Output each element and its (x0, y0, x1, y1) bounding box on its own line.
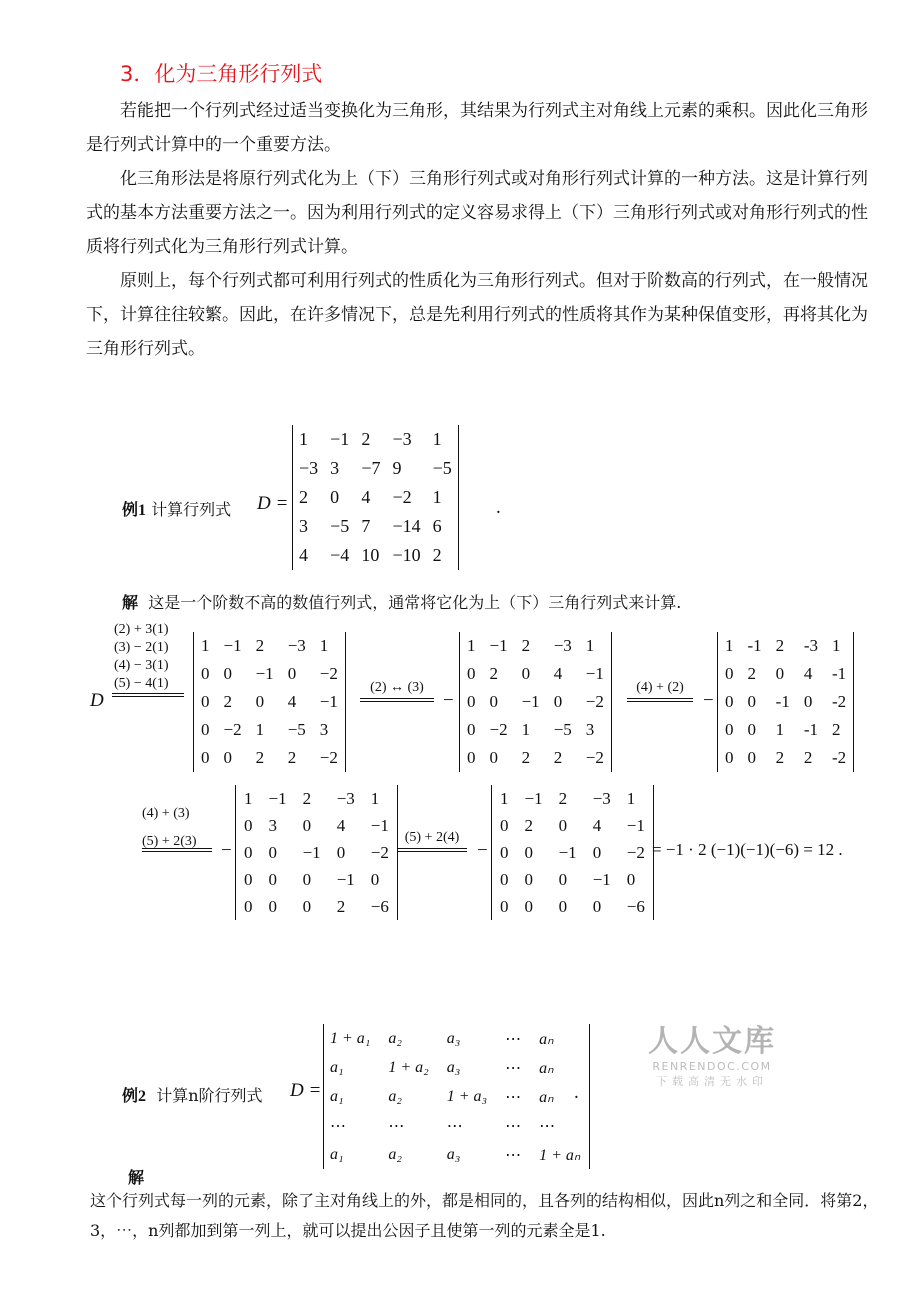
matrix-cell: a₂ (388, 1145, 402, 1163)
matrix-cell: 2 (775, 748, 785, 767)
watermark-domain: RENRENDOC.COM (652, 1060, 772, 1073)
matrix-cell: 4 (803, 664, 813, 683)
matrix-row (194, 716, 345, 744)
matrix-cell: 4 (336, 815, 346, 835)
paragraph-2: 化三角形法是将原行列式化为上（下）三角形行列式或对角形行列式计算的一种方法。这是计算行列式的基本方法重要方法之一。因为利用行列式的定义容易求得上（下）三角形行列式或对角形行列式的性质将行列式化为三角形行列式计算。 (86, 169, 868, 257)
matrix-cell: 6 (432, 516, 442, 536)
matrix-cell: 0 (467, 720, 476, 739)
matrix-row (194, 660, 345, 688)
matrix-row (293, 541, 458, 570)
watermark-tagline: 下载高清无水印 (656, 1075, 768, 1088)
ops-group-1: (2) + 3(1) (3) − 2(1) (4) − 3(1) (5) − 4(1) (114, 622, 169, 691)
ops-group-2: (4) + (3) (5) + 2(3) (142, 806, 197, 849)
matrix-cell: 0 (244, 869, 253, 889)
matrix-cell: ⋯ (505, 1088, 522, 1106)
matrix-cell: 1 (500, 788, 509, 808)
matrix-cell: 0 (558, 815, 568, 835)
matrix-cell: 0 (255, 692, 265, 711)
matrix-cell: ⋯ (505, 1030, 522, 1048)
matrix-step-5 (491, 785, 654, 920)
matrix-row (236, 893, 397, 920)
matrix-cell: −5 (287, 720, 306, 739)
matrix-cell: −6 (370, 896, 389, 916)
matrix-cell: a₁ (330, 1087, 344, 1105)
matrix-row (194, 632, 345, 660)
matrix-cell: −5 (330, 516, 350, 536)
matrix-cell: 0 (524, 896, 533, 916)
matrix-cell: a₁ (330, 1058, 344, 1076)
matrix-cell: 3 (585, 720, 595, 739)
matrix-row (460, 632, 611, 660)
matrix-cell: −2 (626, 842, 645, 862)
matrix-cell: −2 (489, 720, 508, 739)
matrix-cell: 0 (558, 896, 568, 916)
matrix-row (460, 688, 611, 716)
matrix-cell: 1 (244, 788, 253, 808)
matrix-cell: −7 (361, 458, 381, 478)
example2-determinant (323, 1024, 590, 1169)
matrix-cell: 4 (287, 692, 297, 711)
matrix-cell: 3 (299, 516, 308, 536)
matrix-cell: −1 (223, 636, 242, 655)
matrix-row (492, 839, 653, 866)
matrix-cell: ⋯ (505, 1117, 522, 1135)
matrix-step-1 (193, 632, 346, 772)
matrix-cell: −2 (319, 664, 338, 683)
matrix-cell: 2 (302, 788, 312, 808)
matrix-cell: 0 (268, 842, 277, 862)
matrix-cell: 4 (553, 664, 563, 683)
matrix-row (194, 688, 345, 716)
matrix-cell: −1 (585, 664, 604, 683)
matrix-cell: −2 (392, 487, 412, 507)
matrix-cell: −1 (268, 788, 287, 808)
matrix-cell: 2 (803, 748, 813, 767)
matrix-cell: −1 (330, 429, 350, 449)
matrix-cell: 0 (775, 664, 785, 683)
matrix-cell: 0 (201, 664, 210, 683)
matrix-row (293, 425, 458, 454)
matrix-cell: 1 (255, 720, 265, 739)
matrix-step-3 (717, 632, 854, 772)
minus-sign-2: − (703, 690, 714, 711)
matrix-cell: −1 (521, 692, 540, 711)
matrix-cell: 0 (244, 896, 253, 916)
matrix-cell: 1 (201, 636, 210, 655)
matrix-row (324, 1082, 589, 1111)
matrix-cell: 9 (392, 458, 402, 478)
matrix-cell: 0 (268, 869, 277, 889)
matrix-cell: 2 (287, 748, 297, 767)
matrix-cell: aₙ (539, 1059, 554, 1077)
matrix-cell: -1 (832, 664, 847, 683)
matrix-cell: -1 (775, 692, 790, 711)
matrix-cell: 2 (299, 487, 308, 507)
matrix-cell: a₃ (446, 1145, 461, 1163)
matrix-cell: 7 (361, 516, 371, 536)
matrix-cell: −3 (392, 429, 412, 449)
matrix-cell: −10 (392, 545, 421, 565)
matrix-cell: 0 (330, 487, 340, 507)
matrix-cell: −2 (585, 692, 604, 711)
matrix-row (324, 1053, 589, 1082)
matrix-cell: −5 (432, 458, 452, 478)
matrix-cell: 1 + aₙ (539, 1146, 581, 1164)
matrix-cell: 4 (592, 815, 602, 835)
matrix-cell: 1 + a₃ (446, 1087, 488, 1105)
matrix-cell: 2 (361, 429, 371, 449)
matrix-cell: 0 (268, 896, 277, 916)
matrix-cell: ⋯ (330, 1117, 346, 1135)
matrix-cell: 0 (747, 692, 756, 711)
matrix-cell: −3 (592, 788, 611, 808)
minus-sign-4: − (477, 840, 488, 861)
matrix-row (236, 785, 397, 812)
matrix-cell: 0 (336, 842, 346, 862)
matrix-row (236, 866, 397, 893)
matrix-cell: 0 (725, 664, 734, 683)
matrix-cell: -2 (832, 692, 847, 711)
matrix-cell: −3 (299, 458, 319, 478)
matrix-cell: 0 (489, 748, 498, 767)
equals-bar-1 (112, 691, 184, 697)
matrix-cell: 0 (201, 692, 210, 711)
matrix-cell: a₁ (330, 1145, 344, 1163)
matrix-cell: −3 (287, 636, 306, 655)
matrix-row (324, 1140, 589, 1169)
matrix-cell: 2 (747, 664, 756, 683)
matrix-cell: −6 (626, 896, 645, 916)
matrix-cell: 2 (524, 815, 533, 835)
matrix-cell: −1 (524, 788, 543, 808)
matrix-cell: 1 + a₁ (330, 1029, 371, 1047)
matrix-row (236, 812, 397, 839)
matrix-cell: 1 (432, 429, 442, 449)
matrix-cell: 0 (201, 748, 210, 767)
matrix-cell: 0 (592, 842, 602, 862)
matrix-cell: 0 (747, 720, 756, 739)
matrix-row (460, 744, 611, 772)
minus-sign-3: − (221, 840, 232, 861)
matrix-cell: −1 (319, 692, 338, 711)
matrix-cell: 2 (521, 748, 531, 767)
op-5-plus-2-4: (5) + 2(4) (397, 830, 467, 852)
matrix-cell: 1 (467, 636, 476, 655)
op-4-plus-2: (4) + (2) (627, 680, 693, 702)
matrix-cell: 0 (467, 692, 476, 711)
matrix-cell: 2 (832, 720, 841, 739)
example2-label: 例2 计算n阶行列式 (122, 1086, 263, 1105)
matrix-cell: 0 (302, 815, 312, 835)
matrix-cell: 0 (558, 869, 568, 889)
matrix-cell: a₂ (388, 1087, 402, 1105)
matrix-cell: 0 (244, 842, 253, 862)
matrix-cell: 2 (336, 896, 346, 916)
matrix-cell: 0 (201, 720, 210, 739)
matrix-cell: ⋯ (505, 1146, 522, 1164)
matrix-step-4 (235, 785, 398, 920)
matrix-cell: 4 (299, 545, 308, 565)
matrix-cell: 1 (521, 720, 531, 739)
matrix-cell: 1 (626, 788, 636, 808)
example1-solution: 解 这是一个阶数不高的数值行列式，通常将它化为上（下）三角行列式来计算. (122, 593, 682, 612)
matrix-row (324, 1111, 589, 1140)
matrix-cell: ⋯ (388, 1117, 405, 1135)
example1-end: . (496, 497, 501, 518)
matrix-cell: −1 (592, 869, 611, 889)
matrix-cell: 3 (319, 720, 329, 739)
op-swap-2-3: (2) ↔ (3) (360, 680, 434, 702)
matrix-cell: 2 (255, 636, 265, 655)
matrix-cell: −1 (336, 869, 355, 889)
matrix-cell: 2 (558, 788, 568, 808)
matrix-row (293, 454, 458, 483)
watermark (648, 1016, 776, 1089)
section-title: 3．化为三角形行列式 (120, 62, 323, 86)
matrix-cell: 3 (330, 458, 340, 478)
matrix-row (492, 785, 653, 812)
matrix-cell: 0 (500, 842, 509, 862)
d-symbol: D (90, 690, 104, 711)
matrix-row (236, 839, 397, 866)
matrix-cell: −2 (585, 748, 604, 767)
minus-sign-1: − (443, 690, 454, 711)
matrix-cell: 1 (432, 487, 442, 507)
matrix-cell: −2 (319, 748, 338, 767)
matrix-cell: a₃ (446, 1058, 461, 1076)
matrix-cell: 0 (524, 869, 533, 889)
matrix-row (718, 744, 853, 772)
matrix-cell: 4 (361, 487, 371, 507)
matrix-row (293, 483, 458, 512)
example1-label: 例1 计算行列式 (122, 500, 232, 519)
matrix-cell: 0 (725, 748, 734, 767)
matrix-row (492, 866, 653, 893)
matrix-cell: 0 (725, 720, 734, 739)
matrix-cell: ⋯ (446, 1117, 463, 1135)
matrix-row (194, 744, 345, 772)
matrix-cell: a₃ (446, 1029, 461, 1047)
matrix-row (324, 1024, 589, 1053)
example2-solution-text: 这个行列式每一列的元素，除了主对角线上的外，都是相同的，且各列的结构相似，因此n列之和全同．将第2，3，⋯，n列都加到第一列上，就可以提出公因子且使第一列的元素全是1. (90, 1191, 879, 1240)
matrix-cell: 0 (302, 896, 312, 916)
matrix-cell: 0 (747, 748, 756, 767)
matrix-cell: 0 (725, 692, 734, 711)
matrix-cell: −1 (489, 636, 508, 655)
matrix-cell: 1 (299, 429, 308, 449)
matrix-cell: 0 (244, 815, 253, 835)
matrix-cell: −2 (223, 720, 242, 739)
matrix-cell: 0 (223, 748, 232, 767)
matrix-cell: 2 (223, 692, 232, 711)
matrix-row (492, 893, 653, 920)
matrix-cell: 0 (489, 692, 498, 711)
matrix-cell: 0 (592, 896, 602, 916)
matrix-cell: 10 (361, 545, 380, 565)
matrix-cell: -2 (832, 748, 847, 767)
matrix-cell: −3 (553, 636, 572, 655)
matrix-cell: 3 (268, 815, 277, 835)
matrix-cell: 0 (287, 664, 297, 683)
example2-solution-label: 解 (128, 1170, 145, 1187)
matrix-cell: 2 (489, 664, 498, 683)
matrix-cell: aₙ (539, 1030, 554, 1048)
matrix-cell: 1 (725, 636, 734, 655)
example2-lhs: D = (290, 1080, 322, 1101)
matrix-cell: ⋯ (539, 1117, 556, 1135)
paragraph-1: 若能把一个行列式经过适当变换化为三角形，其结果为行列式主对角线上元素的乘积。因此化三角形是行列式计算中的一个重要方法。 (86, 101, 868, 155)
matrix-cell: 1 (319, 636, 329, 655)
matrix-row (718, 716, 853, 744)
matrix-cell: −1 (558, 842, 577, 862)
matrix-cell: 1 (585, 636, 595, 655)
matrix-row (460, 716, 611, 744)
matrix-cell: 0 (524, 842, 533, 862)
equals-bar-2 (142, 846, 212, 852)
example2-end: . (574, 1082, 579, 1103)
matrix-cell: 0 (521, 664, 531, 683)
matrix-cell: 0 (500, 896, 509, 916)
matrix-row (492, 812, 653, 839)
matrix-cell: 1 + a₂ (388, 1058, 429, 1076)
matrix-cell: 0 (370, 869, 380, 889)
matrix-cell: 0 (302, 869, 312, 889)
matrix-row (718, 660, 853, 688)
matrix-cell: 0 (467, 748, 476, 767)
matrix-row (718, 632, 853, 660)
example1-lhs: D = (257, 493, 289, 514)
matrix-cell: 0 (500, 815, 509, 835)
matrix-cell: 1 (775, 720, 785, 739)
matrix-cell: 0 (223, 664, 232, 683)
matrix-cell: −5 (553, 720, 572, 739)
matrix-cell: 0 (626, 869, 636, 889)
matrix-cell: aₙ (539, 1088, 554, 1106)
example1-determinant (292, 425, 459, 570)
matrix-cell: −14 (392, 516, 421, 536)
matrix-cell: 0 (500, 869, 509, 889)
matrix-cell: -1 (747, 636, 762, 655)
watermark-brand: 人人文库 (648, 1024, 776, 1059)
matrix-cell: -3 (803, 636, 819, 655)
matrix-cell: −2 (370, 842, 389, 862)
matrix-cell: 2 (255, 748, 265, 767)
matrix-step-2 (459, 632, 612, 772)
matrix-cell: 2 (775, 636, 785, 655)
matrix-cell: 0 (467, 664, 476, 683)
matrix-cell: 0 (553, 692, 563, 711)
matrix-cell: −4 (330, 545, 350, 565)
matrix-cell: −1 (255, 664, 274, 683)
matrix-cell: a₂ (388, 1029, 402, 1047)
matrix-cell: 0 (803, 692, 813, 711)
matrix-cell: -1 (803, 720, 819, 739)
matrix-row (718, 688, 853, 716)
matrix-cell: −1 (626, 815, 645, 835)
matrix-row (460, 660, 611, 688)
paragraph-3: 原则上，每个行列式都可利用行列式的性质化为三角形行列式。但对于阶数高的行列式，在一般情况下，计算往往较繁。因此，在许多情况下，总是先利用行列式的性质将其作为某种保值变形，再将其化为三角形行列式。 (86, 271, 868, 359)
matrix-cell: ⋯ (505, 1059, 522, 1077)
matrix-cell: 2 (521, 636, 531, 655)
matrix-cell: 1 (370, 788, 380, 808)
matrix-cell: −1 (370, 815, 389, 835)
matrix-row (293, 512, 458, 541)
matrix-cell: −1 (302, 842, 321, 862)
final-result: = −1 · 2 (−1)(−1)(−6) = 12 . (652, 840, 843, 859)
matrix-cell: −3 (336, 788, 355, 808)
matrix-cell: 2 (553, 748, 563, 767)
matrix-cell: 1 (832, 636, 841, 655)
matrix-cell: 2 (432, 545, 442, 565)
